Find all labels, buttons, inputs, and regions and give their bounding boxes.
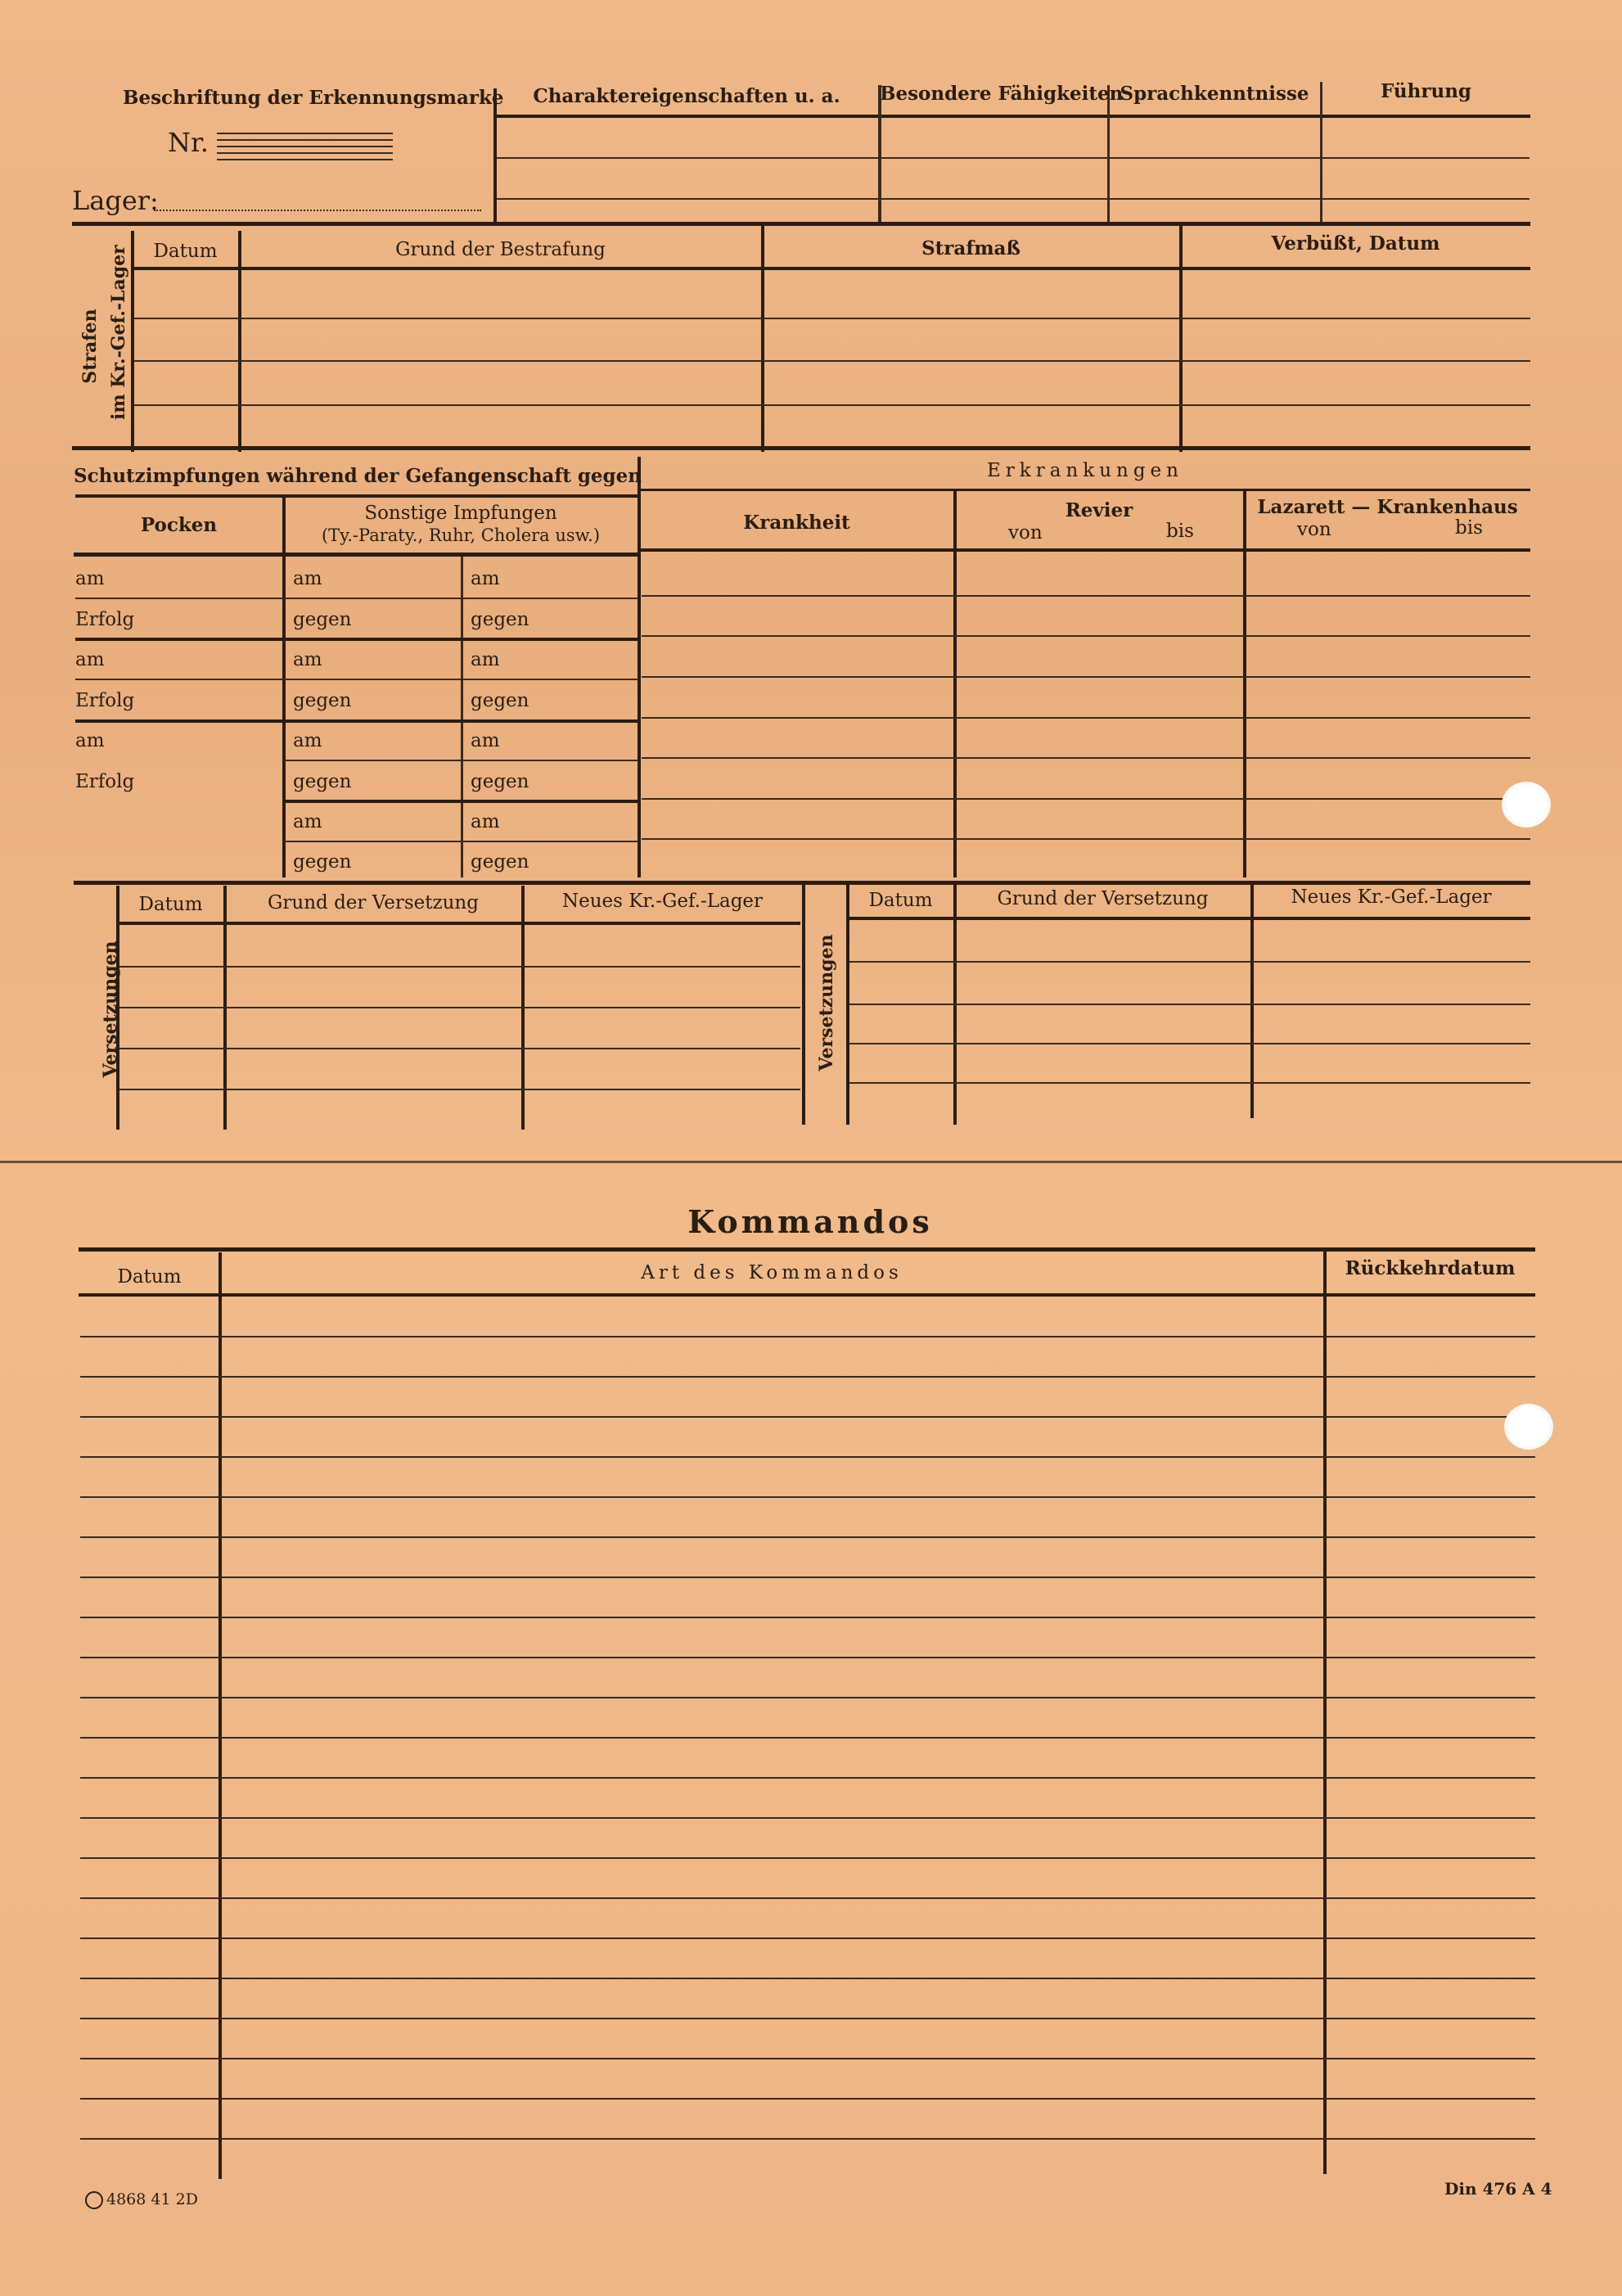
tr-left-lager: Neues Kr.-Gef.-Lager (561, 891, 764, 912)
illness-revier-bis: bis (1166, 521, 1194, 542)
kmd-col-art: Art des Kommandos (641, 1262, 903, 1283)
vacc-am-2: am (75, 649, 105, 670)
kommandos-title: Kommandos (687, 1203, 933, 1240)
vacc-title: Schutzimpfungen während der Gefangenschaft gegen (74, 465, 642, 487)
transfers-side-label-left: Versetzungen (100, 941, 121, 1078)
col-sprachen: Sprachkenntnisse (1120, 83, 1309, 105)
vacc-am-4b: am (293, 811, 322, 832)
col-fuehrung: Führung (1380, 80, 1471, 102)
tr-right-lager: Neues Kr.-Gef.-Lager (1291, 886, 1492, 908)
vacc-pocken: Pocken (140, 514, 218, 536)
illness-revier-von: von (1008, 522, 1043, 544)
transfers-side-label-right: Versetzungen (816, 934, 837, 1071)
tr-right-datum: Datum (868, 890, 933, 911)
nr-label: Nr. (168, 127, 209, 158)
kmd-col-datum: Datum (117, 1266, 182, 1288)
vacc-am-4c: am (471, 811, 500, 832)
penalties-side-label-2: im Kr.-Gef.-Lager (108, 245, 129, 420)
vacc-gegen-3b: gegen (293, 771, 352, 792)
vacc-erfolg-1: Erfolg (75, 609, 135, 630)
vacc-gegen-2c: gegen (471, 690, 529, 711)
penalties-side-label-1: Strafen (79, 309, 101, 384)
tr-left-grund: Grund der Versetzung (268, 892, 479, 913)
col-charakter: Charaktereigenschaften u. a. (533, 85, 840, 107)
kmd-col-rueckkehr: Rückkehrdatum (1345, 1257, 1516, 1279)
fold-line (0, 1161, 1622, 1163)
punch-hole-upper (1502, 782, 1551, 828)
vacc-gegen-4b: gegen (293, 851, 352, 873)
lager-label: Lager: (72, 185, 159, 216)
tr-right-grund: Grund der Versetzung (997, 888, 1209, 909)
vacc-am-1b: am (293, 568, 322, 589)
vacc-erfolg-3: Erfolg (75, 771, 135, 792)
printer-mark-icon (85, 2191, 103, 2209)
punch-hole-lower (1504, 1404, 1553, 1450)
vacc-am-3c: am (471, 730, 500, 751)
vacc-am-1: am (75, 568, 105, 589)
vacc-gegen-2b: gegen (293, 690, 352, 711)
pen-col-datum: Datum (153, 241, 218, 262)
illness-revier: Revier (1065, 499, 1133, 521)
vacc-am-2b: am (293, 649, 322, 670)
lager-dotted-line (154, 210, 481, 211)
tag-caption: Beschriftung der Erkennungsmarke (123, 87, 504, 109)
illness-lazarett: Lazarett — Krankenhaus (1257, 496, 1518, 518)
illness-lazarett-von: von (1297, 519, 1331, 540)
vacc-am-1c: am (471, 568, 500, 589)
vacc-am-3: am (75, 730, 105, 751)
vacc-am-2c: am (471, 649, 500, 670)
illness-title: Erkrankungen (987, 460, 1183, 481)
tr-left-datum: Datum (138, 894, 203, 915)
pen-col-verbuesst: Verbüßt, Datum (1271, 232, 1440, 255)
col-faehigkeiten: Besondere Fähigkeiten (880, 83, 1124, 105)
pen-col-strafmass: Strafmaß (921, 237, 1021, 259)
illness-lazarett-bis: bis (1455, 517, 1483, 539)
form-number: 4868 41 2D (106, 2190, 198, 2208)
vacc-erfolg-2: Erfolg (75, 690, 135, 711)
din-label: Din 476 A 4 (1444, 2179, 1552, 2199)
vacc-am-3b: am (293, 730, 322, 751)
vacc-gegen-1c: gegen (471, 609, 529, 630)
pen-col-grund: Grund der Bestrafung (395, 239, 606, 260)
vacc-other-1: Sonstige Impfungen (364, 503, 557, 524)
vacc-gegen-1b: gegen (293, 609, 352, 630)
vacc-gegen-4c: gegen (471, 851, 529, 873)
illness-krankheit: Krankheit (743, 512, 850, 534)
vacc-gegen-3c: gegen (471, 771, 529, 792)
vacc-other-2: (Ty.-Paraty., Ruhr, Cholera usw.) (321, 526, 601, 545)
